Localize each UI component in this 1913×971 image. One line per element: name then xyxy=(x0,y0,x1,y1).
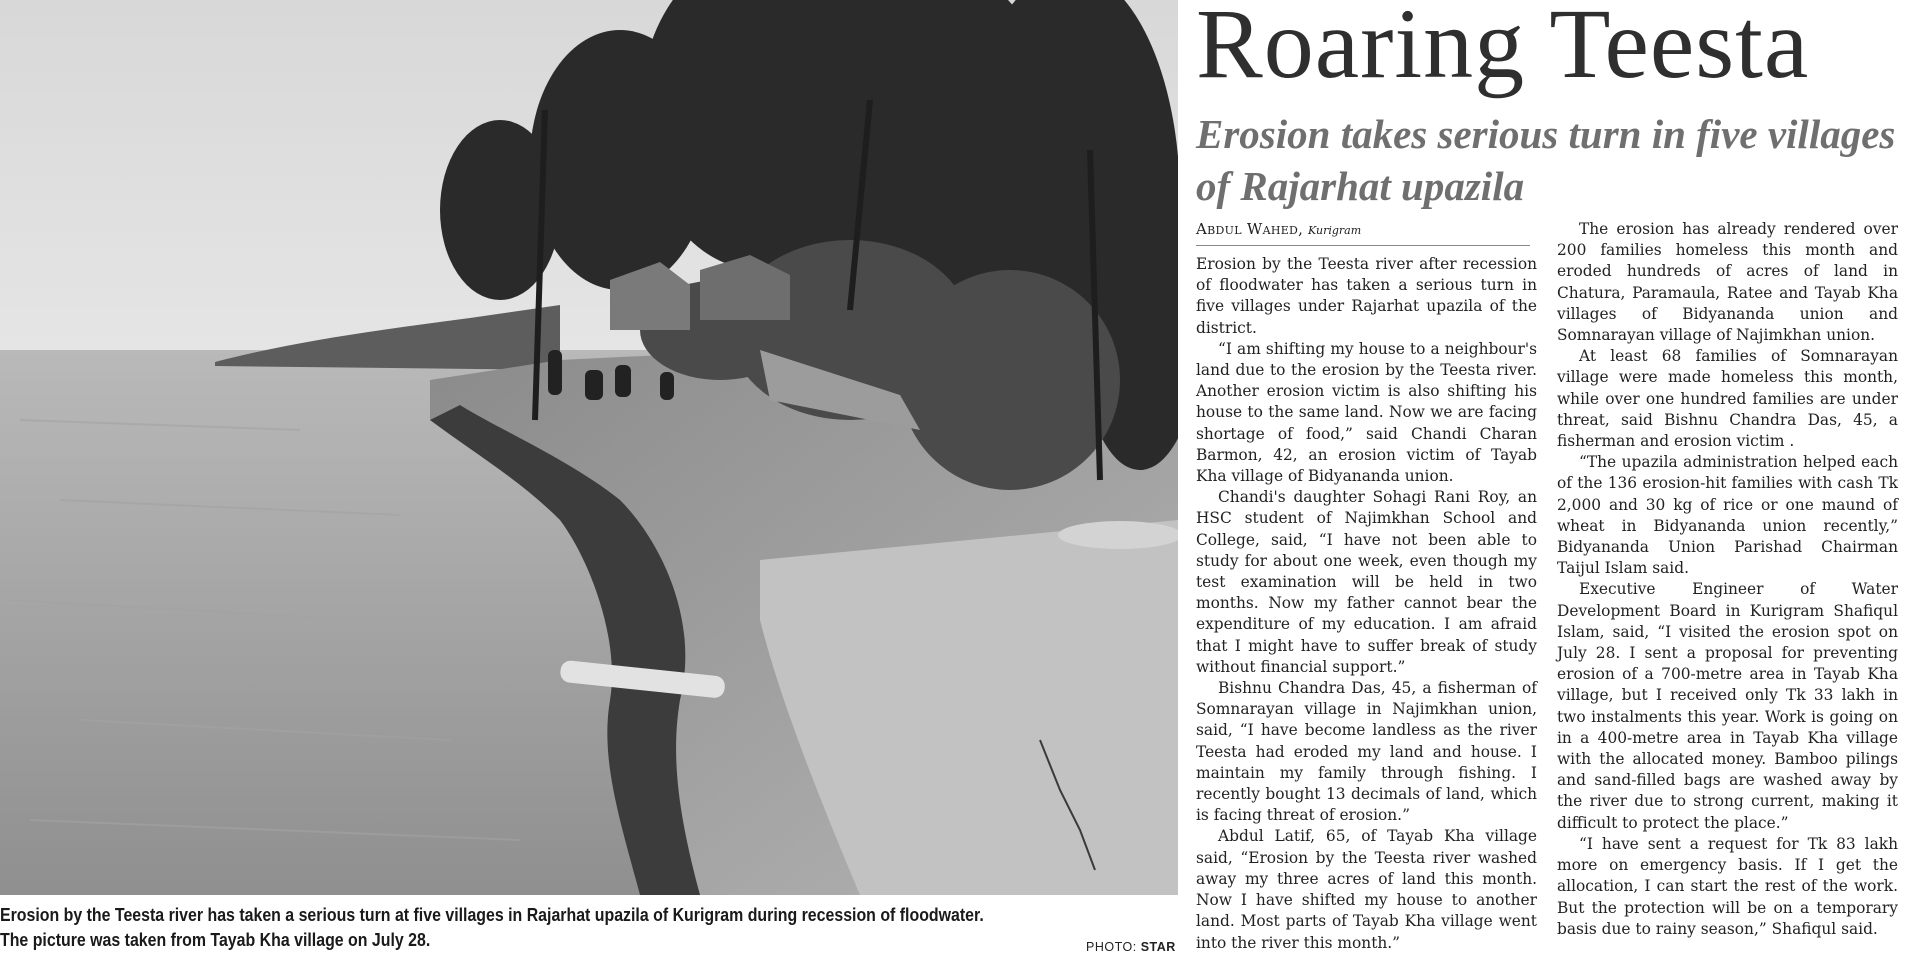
photo-credit-prefix: PHOTO: xyxy=(1086,940,1137,954)
article-column-2 xyxy=(1557,219,1898,940)
photo-caption: Erosion by the Teesta river has taken a serious turn at five villages in Rajarhat upazila of Kurigram during recession of floodwater. The picture was taken from Tayab Kha village on July 28. xyxy=(0,904,984,950)
article-column-1 xyxy=(1196,254,1537,954)
byline-name: Abdul Wahed, xyxy=(1196,220,1304,238)
photo-credit xyxy=(1086,940,1176,954)
paragraph: “I am shifting my house to a neighbour's land due to the erosion by the Teesta river. Another erosion victim is also shifting his house to the same land. Now we are facing shortage of food,” said Chandi Charan Barmon, 42, an erosion victim of Tayab Kha village of Bidyananda union. xyxy=(1196,339,1537,486)
paragraph: “The upazila administration helped each of the 136 erosion-hit families with cash Tk 2,000 and 30 kg of rice or one maund of wheat in Bidyananda union recently,” Bidyananda Union Parishad Chairman Taijul Islam said. xyxy=(1557,453,1898,578)
headline: Roaring Teesta xyxy=(1196,0,1810,99)
paragraph: Executive Engineer of Water Development Board in Kurigram Shafiqul Islam, said, “I visited the erosion spot on July 28. I sent a proposal for preventing erosion of a 700-metre area in Tayab Kha village, but I received only Tk 33 lakh in two instalments this year. Work is going on in a 400-metre area in Tayab Kha village with the allocated money. Bamboo pilings and sand-filled bags are washed away by the river due to strong current, making it difficult to protect the place.” xyxy=(1557,580,1898,832)
paragraph: The erosion has already rendered over 200 families homeless this month and eroded hundreds of acres of land in Chatura, Paramaula, Ratee and Tayab Kha villages of Bidyananda union and Somnarayan village of Najimkhan union. xyxy=(1557,220,1898,345)
paragraph: “I have sent a request for Tk 83 lakh more on emergency basis. If I get the allocation, I can start the rest of the work. But the protection will be on a temporary basis due to rainy season,” Shafiqul said. xyxy=(1557,834,1898,938)
paragraph: Chandi's daughter Sohagi Rani Roy, an HSC student of Najimkhan School and College, said, “I have not been able to study for about one week, even though my test examination will be held in two months. Now my father cannot bear the expenditure of my education. I am afraid that I might have to suffer break of study without financial support.” xyxy=(1196,488,1537,676)
byline xyxy=(1196,219,1530,246)
photo-credit-source: STAR xyxy=(1140,940,1176,954)
paragraph: Erosion by the Teesta river after recession of floodwater has taken a serious turn in five villages under Rajarhat upazila of the district. xyxy=(1196,255,1537,337)
subheadline: Erosion takes serious turn in five villages of Rajarhat upazila xyxy=(1196,111,1896,209)
paragraph: Bishnu Chandra Das, 45, a fisherman of Somnarayan village in Najimkhan union, said, “I have become landless as the river Teesta had eroded my land and house. I maintain my family through fishing. I recently bought 13 decimals of land, which is facing threat of erosion.” xyxy=(1196,679,1537,825)
paragraph: Abdul Latif, 65, of Tayab Kha village said, “Erosion by the Teesta river washed away my three acres of land this month. Now I have shifted my house to another land. Most parts of Tayab Kha village went into the river this month.” xyxy=(1196,827,1537,952)
paragraph: At least 68 families of Somnarayan village were made homeless this month, while over one hundred families are under threat, said Bishnu Chandra Das, 45, a fisherman and erosion victim . xyxy=(1557,347,1898,451)
byline-location: Kurigram xyxy=(1308,224,1362,237)
